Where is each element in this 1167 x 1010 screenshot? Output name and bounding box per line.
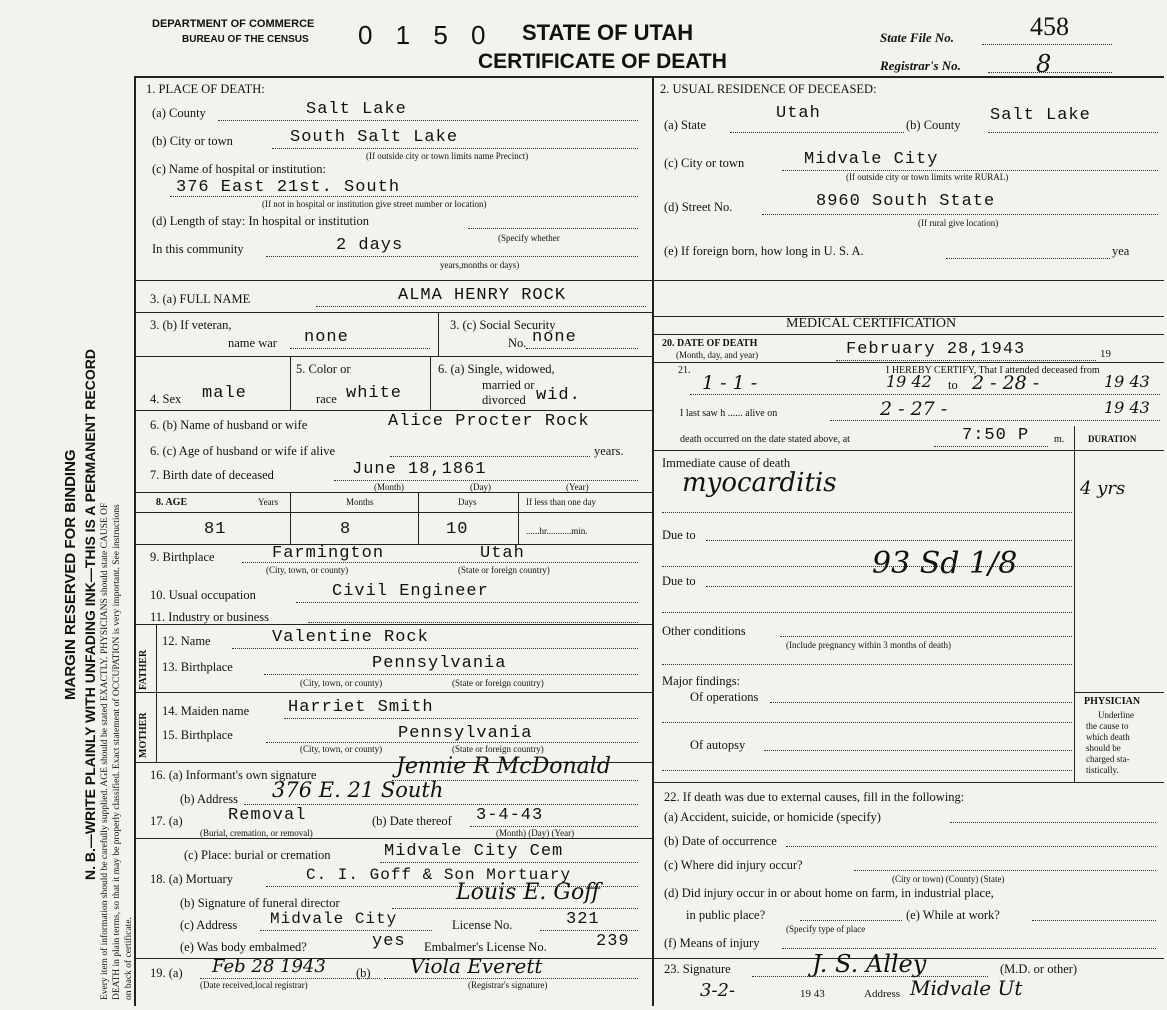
farm-label-2: in public place? xyxy=(686,908,766,922)
father-city-note: (City, town, or county) xyxy=(300,678,383,688)
physician-signature: J. S. Alley xyxy=(812,950,927,978)
operations-label: Of operations xyxy=(690,690,759,704)
veteran-label: 3. (b) If veteran, xyxy=(150,318,232,332)
father-side-label: FATHER xyxy=(138,649,149,690)
father-name: Valentine Rock xyxy=(272,628,429,647)
informant-address: 376 E. 21 South xyxy=(272,778,444,802)
margin-instructions-2: DEATH in plain terms, so that it may be properly classified. Exact statement of OCCUPATION is very important. See instructions xyxy=(112,504,122,1000)
external-title: 22. If death was due to external causes, fill in the following: xyxy=(664,790,965,804)
specify-note: (Specify whether xyxy=(498,233,560,243)
physician-box-1: Underline xyxy=(1098,710,1134,720)
mortuary-label: 18. (a) Mortuary xyxy=(150,872,233,886)
mother-name-label: 14. Maiden name xyxy=(162,704,250,718)
marital-status: wid. xyxy=(536,386,581,405)
md-label: (M.D. or other) xyxy=(1000,962,1078,976)
age-years-label: Years xyxy=(258,497,279,507)
res-county: Salt Lake xyxy=(990,106,1091,125)
hospital-note: (If not in hospital or institution give street number or location) xyxy=(262,199,487,209)
occurrence-label: (b) Date of occurrence xyxy=(664,834,777,848)
color-label: 5. Color or xyxy=(296,362,351,376)
burial-method-note: (Burial, cremation, or removal) xyxy=(200,828,313,838)
res-city: Midvale City xyxy=(804,150,939,169)
city-label: (b) City or town xyxy=(152,134,233,148)
embalmed-label: (e) Was body embalmed? xyxy=(180,940,307,954)
date-of-death: February 28,1943 xyxy=(846,340,1026,359)
registrar-date-note: (Date received,local registrar) xyxy=(200,980,308,990)
means-label: (f) Means of injury xyxy=(664,936,760,950)
signature-year: 19 43 xyxy=(800,988,825,1000)
foreign-label: (e) If foreign born, how long in U. S. A. xyxy=(664,244,864,258)
dept-name: DEPARTMENT OF COMMERCE xyxy=(152,18,315,30)
res-street-note: (If rural give location) xyxy=(918,218,999,228)
registrar-date: Feb 28 1943 xyxy=(212,956,326,977)
informant-address-label: (b) Address xyxy=(180,792,238,806)
coding-note: 93 Sd 1/8 xyxy=(872,546,1018,581)
mother-city-note: (City, town, or county) xyxy=(300,744,383,754)
day-note: (Day) xyxy=(470,482,491,492)
last-seen: 2 - 27 - xyxy=(880,398,948,420)
birth-label: 7. Birth date of deceased xyxy=(150,468,274,482)
color-label-2: race xyxy=(316,392,337,406)
bureau-name: BUREAU OF THE CENSUS xyxy=(182,34,309,45)
margin-permanent-note: N. B.—WRITE PLAINLY WITH UNFADING INK—THIS IS A PERMANENT RECORD xyxy=(82,349,98,880)
physician-box-5: charged sta- xyxy=(1086,754,1130,764)
veteran-label-2: name war xyxy=(228,336,277,350)
res-state: Utah xyxy=(776,104,821,123)
due-to-label-1: Due to xyxy=(662,528,696,542)
marital-label-3: divorced xyxy=(482,393,526,407)
physician-box-2: the cause to xyxy=(1086,721,1129,731)
physician-box-3: which death xyxy=(1086,732,1130,742)
father-bp-label: 13. Birthplace xyxy=(162,660,233,674)
cert-text: I HEREBY CERTIFY, That I attended deceased from xyxy=(886,365,1100,376)
community-label: In this community xyxy=(152,242,244,256)
physician-box-title: PHYSICIAN xyxy=(1084,696,1141,707)
burial-date-label: (b) Date thereof xyxy=(372,814,452,828)
hospital-label: (c) Name of hospital or institution: xyxy=(152,162,326,176)
registrar-label: Registrar's No. xyxy=(880,58,961,73)
birthplace-state: Utah xyxy=(480,544,525,563)
duration-label: DURATION xyxy=(1088,434,1137,444)
other-conditions-label: Other conditions xyxy=(662,624,746,638)
res-street-label: (d) Street No. xyxy=(664,200,733,214)
death-time: 7:50 P xyxy=(962,426,1030,445)
attended-to-year: 19 43 xyxy=(1104,372,1150,391)
ss-label-2: No. xyxy=(508,336,527,350)
res-city-label: (c) City or town xyxy=(664,156,745,170)
place-of-death-title: 1. PLACE OF DEATH: xyxy=(146,82,265,96)
attended-to: 2 - 28 - xyxy=(972,372,1040,394)
age-months: 8 xyxy=(340,520,352,539)
month-note: (Month) xyxy=(374,482,404,492)
burial-place-label: (c) Place: burial or cremation xyxy=(184,848,331,862)
mortuary-name: C. I. Goff & Son Mortuary xyxy=(306,866,572,884)
embalmer-label: Embalmer's License No. xyxy=(424,940,547,954)
to-label: to xyxy=(948,378,958,392)
duration-value: 4 yrs xyxy=(1080,478,1126,499)
mother-side-label: MOTHER xyxy=(138,712,149,758)
dod-label: 20. DATE OF DEATH xyxy=(662,338,758,349)
license-label: License No. xyxy=(452,918,513,932)
res-street: 8960 South State xyxy=(816,192,996,211)
age-days: 10 xyxy=(446,520,469,539)
embalmed: yes xyxy=(372,932,406,951)
work-label: (e) While at work? xyxy=(906,908,1000,922)
signature-address-label: Address xyxy=(864,988,901,1000)
physician-box-6: tistically. xyxy=(1086,765,1119,775)
burial-method: Removal xyxy=(228,806,307,825)
full-name: ALMA HENRY ROCK xyxy=(398,286,567,305)
res-state-label: (a) State xyxy=(664,118,706,132)
registrar-sig-note: (Registrar's signature) xyxy=(468,980,548,990)
last-seen-year: 19 43 xyxy=(1104,398,1150,417)
last-seen-label: I last saw h ...... alive on xyxy=(680,408,778,419)
industry-label: 11. Industry or business xyxy=(150,610,269,624)
stay-label: (d) Length of stay: In hospital or institution xyxy=(152,214,369,228)
serial-number: 0 1 5 0 xyxy=(358,20,494,50)
registrar-number: 8 xyxy=(1036,50,1052,78)
units-note: years,months or days) xyxy=(440,260,520,270)
age-label: 8. AGE xyxy=(156,497,188,508)
signature-label: 23. Signature xyxy=(664,962,731,976)
sex-label: 4. Sex xyxy=(150,392,182,406)
margin-instructions-3: on back of certificate. xyxy=(124,917,134,1000)
year-note: (Year) xyxy=(566,482,589,492)
certificate-title: CERTIFICATE OF DEATH xyxy=(478,50,727,73)
signature-date: 3-2- xyxy=(700,980,736,1001)
spouse-age-label: 6. (c) Age of husband or wife if alive xyxy=(150,444,336,458)
birthplace-label: 9. Birthplace xyxy=(150,550,215,564)
sex: male xyxy=(202,384,247,403)
mother-name: Harriet Smith xyxy=(288,698,434,717)
farm-label-1: (d) Did injury occur in or about home on farm, in industrial place, xyxy=(664,886,994,900)
informant-signature: Jennie R McDonald xyxy=(396,754,611,779)
death-county: Salt Lake xyxy=(306,100,407,119)
registrar-signature: Viola Everett xyxy=(410,954,543,978)
bp-city-note: (City, town, or county) xyxy=(266,565,349,575)
state-title: STATE OF UTAH xyxy=(522,20,694,45)
ss-label: 3. (c) Social Security xyxy=(450,318,556,332)
signature-address: Midvale Ut xyxy=(910,976,1023,1000)
burial-date: 3-4-43 xyxy=(476,806,544,825)
age-years: 81 xyxy=(204,520,227,539)
death-hospital: 376 East 21st. South xyxy=(176,178,401,197)
autopsy-label: Of autopsy xyxy=(690,738,746,752)
informant-label: 16. (a) Informant's own signature xyxy=(150,768,317,782)
county-label: (a) County xyxy=(152,106,206,120)
veteran-war: none xyxy=(304,328,349,347)
cert-num: 21. xyxy=(678,365,691,376)
res-county-label: (b) County xyxy=(906,118,961,132)
death-time-label: death occurred on the date stated above, at xyxy=(680,434,850,445)
mother-state-note: (State or foreign country) xyxy=(452,744,544,754)
dod-suffix: 19 xyxy=(1100,348,1111,360)
major-findings-label: Major findings: xyxy=(662,674,741,688)
mother-bp-label: 15. Birthplace xyxy=(162,728,233,742)
burial-label: 17. (a) xyxy=(150,814,183,828)
specify-place-note: (Specify type of place xyxy=(786,924,866,934)
director-signature: Louis E. Goff xyxy=(456,880,600,905)
attended-from-year: 19 42 xyxy=(886,372,932,391)
margin-instructions-1: Every item of information should be carefully supplied. AGE should be stated EXACTLY. PHYSICIANS should state CAUSE OF xyxy=(100,502,110,1000)
foreign-unit: yea xyxy=(1112,244,1130,258)
city-note: (If outside city or town limits name Precinct) xyxy=(366,151,529,161)
less-day-label: If less than one day xyxy=(526,497,596,507)
father-name-label: 12. Name xyxy=(162,634,211,648)
pregnancy-note: (Include pregnancy within 3 months of death) xyxy=(786,640,951,650)
age-days-label: Days xyxy=(458,497,477,507)
community-stay: 2 days xyxy=(336,236,404,255)
mortuary-address-label: (c) Address xyxy=(180,918,238,932)
occupation-label: 10. Usual occupation xyxy=(150,588,256,602)
where-notes: (City or town) (County) (State) xyxy=(892,874,1005,884)
director-label: (b) Signature of funeral director xyxy=(180,896,340,910)
embalmer-license: 239 xyxy=(596,932,630,951)
medical-title: MEDICAL CERTIFICATION xyxy=(786,316,957,331)
death-city: South Salt Lake xyxy=(290,128,459,147)
license-number: 321 xyxy=(566,910,600,929)
burial-place: Midvale City Cem xyxy=(384,842,564,861)
immediate-label: Immediate cause of death xyxy=(662,456,791,470)
residence-title: 2. USUAL RESIDENCE OF DECEASED: xyxy=(660,82,877,96)
mother-birthplace: Pennsylvania xyxy=(398,724,533,743)
birthplace-city: Farmington xyxy=(272,544,385,563)
margin-binding-note: MARGIN RESERVED FOR BINDING xyxy=(62,449,79,700)
due-to-label-2: Due to xyxy=(662,574,696,588)
father-state-note: (State or foreign country) xyxy=(452,678,544,688)
occupation: Civil Engineer xyxy=(332,582,489,601)
registrar-sig-label: (b) xyxy=(356,966,371,980)
age-months-label: Months xyxy=(346,497,374,507)
accident-label: (a) Accident, suicide, or homicide (specify) xyxy=(664,810,881,824)
burial-date-note: (Month) (Day) (Year) xyxy=(496,828,575,838)
attended-from: 1 - 1 - xyxy=(702,372,758,394)
hr-min: ......hr...........min. xyxy=(526,526,588,536)
spouse-name: Alice Procter Rock xyxy=(388,412,590,431)
state-file-number: 458 xyxy=(1030,12,1069,41)
full-name-label: 3. (a) FULL NAME xyxy=(150,292,251,306)
birth-date: June 18,1861 xyxy=(352,460,487,479)
physician-box-4: should be xyxy=(1086,743,1121,753)
race: white xyxy=(346,384,403,403)
state-file-label: State File No. xyxy=(880,30,955,45)
registrar-field-label: 19. (a) xyxy=(150,966,183,980)
m-label: m. xyxy=(1054,434,1065,445)
social-security: none xyxy=(532,328,577,347)
where-label: (c) Where did injury occur? xyxy=(664,858,803,872)
years-label: years. xyxy=(594,444,624,458)
mortuary-address: Midvale City xyxy=(270,910,398,928)
bp-state-note: (State or foreign country) xyxy=(458,565,550,575)
dod-label-2: (Month, day, and year) xyxy=(676,350,759,360)
res-city-note: (If outside city or town limits write RURAL) xyxy=(846,172,1009,182)
marital-label-2: married or xyxy=(482,378,535,392)
immediate-cause: myocarditis xyxy=(682,468,837,498)
marital-label: 6. (a) Single, widowed, xyxy=(438,362,555,376)
spouse-label: 6. (b) Name of husband or wife xyxy=(150,418,308,432)
father-birthplace: Pennsylvania xyxy=(372,654,507,673)
